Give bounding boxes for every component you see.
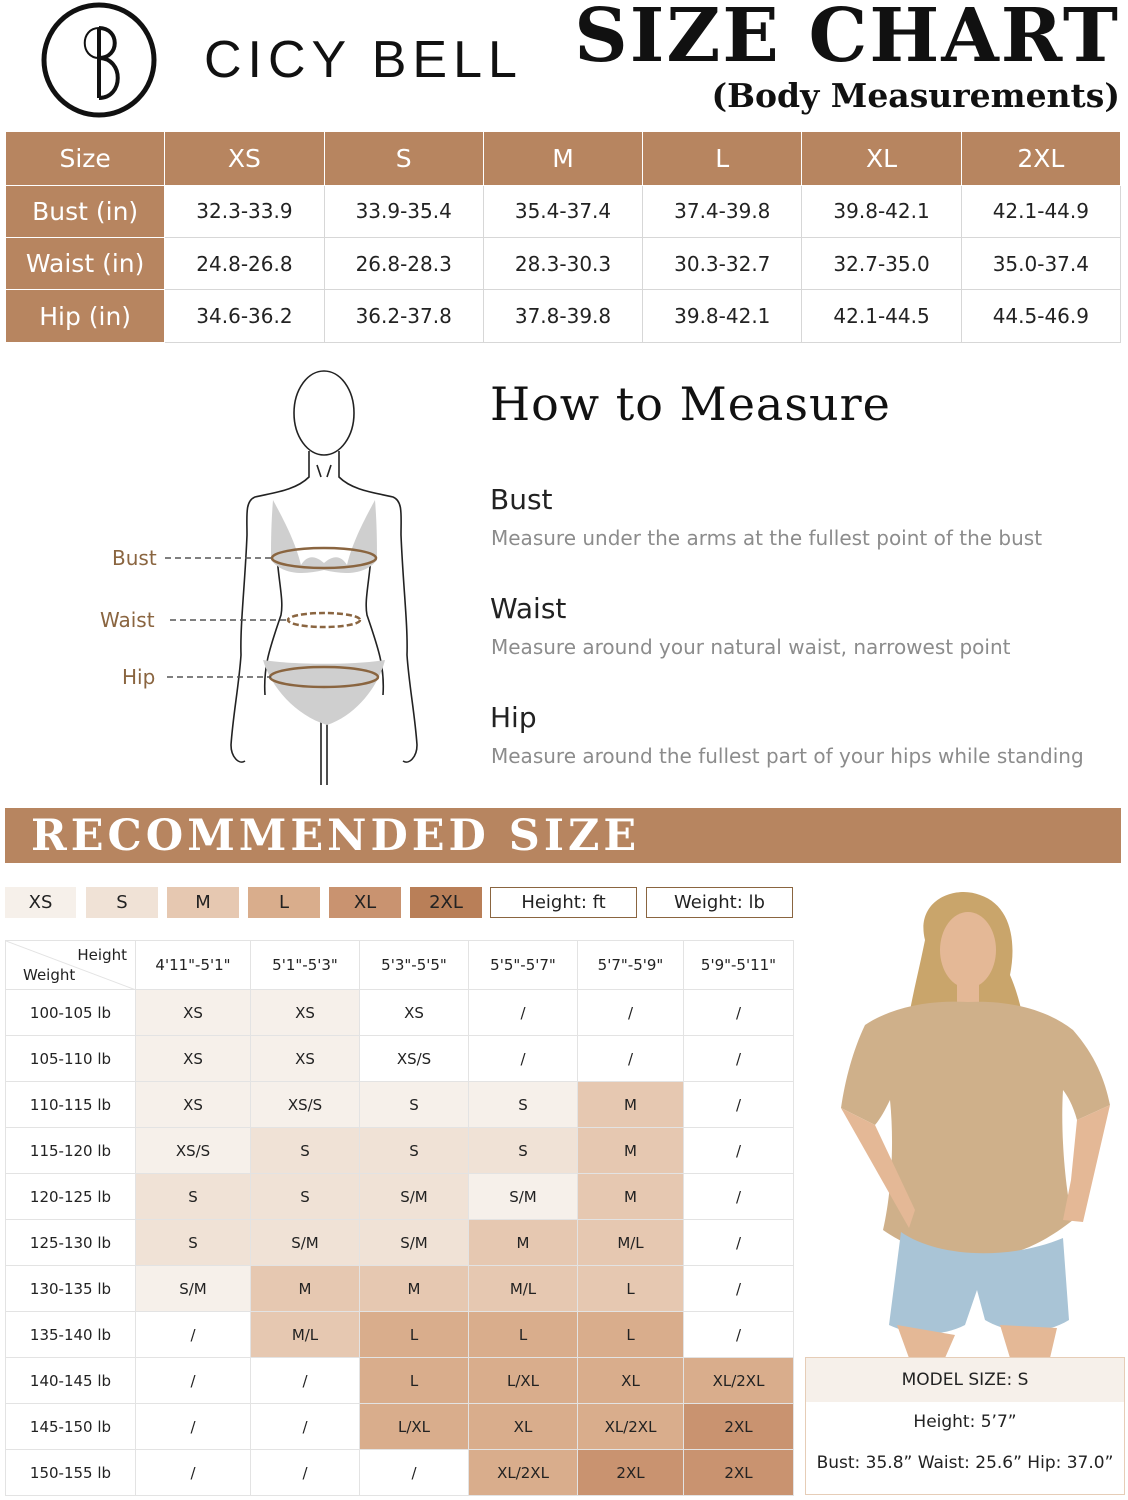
size-cell: XS [251, 990, 360, 1036]
figure-bust-label: Bust [112, 546, 157, 570]
table-cell: 35.4-37.4 [483, 185, 642, 237]
table-cell: 39.8-42.1 [643, 290, 802, 343]
size-cell: M [469, 1220, 578, 1266]
measurement-header-row [6, 132, 1121, 186]
table-row [6, 990, 794, 1036]
table-row [6, 1082, 794, 1128]
size-2xl-header: 2XL [961, 132, 1120, 186]
model-size: MODEL SIZE: S [806, 1358, 1124, 1402]
weight-row-label: 120-125 lb [6, 1174, 136, 1220]
table-cell: 39.8-42.1 [802, 185, 961, 237]
size-cell: L/XL [469, 1358, 578, 1404]
weight-row-label: 135-140 lb [6, 1312, 136, 1358]
table-cell: 32.3-33.9 [165, 185, 324, 237]
weight-row-label: 110-115 lb [6, 1082, 136, 1128]
size-l-header: L [643, 132, 802, 186]
size-cell: / [578, 990, 684, 1036]
recommended-size-title: RECOMMENDED SIZE [31, 811, 641, 861]
weight-row-label: 105-110 lb [6, 1036, 136, 1082]
size-cell: 2XL [684, 1404, 794, 1450]
size-cell: / [251, 1450, 360, 1496]
waist-description: Measure around your natural waist, narrowest point [491, 635, 1011, 659]
size-cell: / [360, 1450, 469, 1496]
size-cell: / [684, 1220, 794, 1266]
size-cell: / [684, 1266, 794, 1312]
table-cell: 42.1-44.5 [802, 290, 961, 343]
hip-heading: Hip [490, 701, 537, 734]
size-cell: 2XL [684, 1450, 794, 1496]
table-row [6, 1174, 794, 1220]
table-row [6, 1220, 794, 1266]
size-cell: / [684, 1082, 794, 1128]
height-col-header: 4'11"-5'1" [136, 941, 251, 990]
size-cell: S/M [469, 1174, 578, 1220]
size-cell: L [360, 1312, 469, 1358]
size-cell: / [684, 1312, 794, 1358]
legend-xs: XS [5, 887, 76, 918]
table-cell: 37.4-39.8 [643, 185, 802, 237]
recommended-size-banner [5, 808, 1121, 863]
table-cell: 34.6-36.2 [165, 290, 324, 343]
size-cell: XL/2XL [578, 1404, 684, 1450]
legend-l: L [248, 887, 320, 918]
waist-row [6, 237, 1121, 289]
page-subtitle: (Body Measurements) [711, 76, 1120, 115]
size-cell: S/M [251, 1220, 360, 1266]
size-cell: XS/S [136, 1128, 251, 1174]
size-cell: / [684, 990, 794, 1036]
table-cell: 28.3-30.3 [483, 237, 642, 289]
recommended-size-grid [5, 940, 794, 1496]
size-cell: / [136, 1312, 251, 1358]
size-cell: L [469, 1312, 578, 1358]
model-photo [805, 880, 1123, 1358]
size-cell: XS/S [251, 1082, 360, 1128]
size-s-header: S [324, 132, 483, 186]
weight-row-label: 130-135 lb [6, 1266, 136, 1312]
size-header: Size [6, 132, 165, 186]
grid-corner-cell [6, 941, 136, 990]
size-cell: XS/S [360, 1036, 469, 1082]
table-cell: 42.1-44.9 [961, 185, 1120, 237]
size-cell: S/M [136, 1266, 251, 1312]
legend-m: M [167, 887, 239, 918]
size-cell: XL [578, 1358, 684, 1404]
table-cell: 33.9-35.4 [324, 185, 483, 237]
size-cell: M [578, 1128, 684, 1174]
page-title: SIZE CHART [574, 0, 1120, 79]
table-cell: 35.0-37.4 [961, 237, 1120, 289]
height-col-header: 5'1"-5'3" [251, 941, 360, 990]
how-to-measure-title: How to Measure [490, 377, 891, 431]
size-cell: S [136, 1174, 251, 1220]
height-col-header: 5'7"-5'9" [578, 941, 684, 990]
model-measurements: Bust: 35.8” Waist: 25.6” Hip: 37.0” [816, 1453, 1114, 1473]
size-cell: XS [360, 990, 469, 1036]
size-cell: M/L [251, 1312, 360, 1358]
weight-row-label: 125-130 lb [6, 1220, 136, 1266]
size-cell: / [684, 1036, 794, 1082]
size-cell: XS [251, 1036, 360, 1082]
size-cell: XS [136, 1082, 251, 1128]
size-cell: L [578, 1266, 684, 1312]
table-row [6, 1036, 794, 1082]
table-cell: 36.2-37.8 [324, 290, 483, 343]
weight-row-label: 150-155 lb [6, 1450, 136, 1496]
cb-monogram-logo [40, 2, 158, 118]
legend-weight-unit: Weight: lb [646, 887, 793, 918]
body-measurement-table [5, 131, 1121, 343]
size-cell: S [360, 1082, 469, 1128]
height-col-header: 5'9"-5'11" [684, 941, 794, 990]
height-col-header: 5'5"-5'7" [469, 941, 578, 990]
size-cell: S [469, 1128, 578, 1174]
size-cell: S [360, 1128, 469, 1174]
size-cell: XL/2XL [469, 1450, 578, 1496]
table-cell: 26.8-28.3 [324, 237, 483, 289]
hip-description: Measure around the fullest part of your hips while standing [491, 744, 1084, 768]
size-cell: / [136, 1450, 251, 1496]
legend-height-unit: Height: ft [490, 887, 637, 918]
hip-row-label: Hip (in) [6, 290, 165, 343]
size-cell: / [469, 990, 578, 1036]
size-cell: S [469, 1082, 578, 1128]
legend-2xl: 2XL [410, 887, 482, 918]
size-cell: M [578, 1082, 684, 1128]
table-cell: 30.3-32.7 [643, 237, 802, 289]
size-cell: / [469, 1036, 578, 1082]
size-cell: / [578, 1036, 684, 1082]
size-cell: L/XL [360, 1404, 469, 1450]
size-cell: M/L [578, 1220, 684, 1266]
height-header-row [6, 941, 794, 990]
size-cell: L [578, 1312, 684, 1358]
size-cell: S/M [360, 1174, 469, 1220]
size-cell: / [136, 1404, 251, 1450]
height-col-header: 5'3"-5'5" [360, 941, 469, 990]
figure-waist-label: Waist [100, 608, 155, 632]
weight-row-label: 145-150 lb [6, 1404, 136, 1450]
size-xs-header: XS [165, 132, 324, 186]
body-figure-illustration [95, 365, 435, 790]
bust-description: Measure under the arms at the fullest point of the bust [491, 526, 1043, 550]
size-cell: S [251, 1128, 360, 1174]
size-xl-header: XL [802, 132, 961, 186]
table-cell: 32.7-35.0 [802, 237, 961, 289]
size-cell: / [684, 1174, 794, 1220]
size-cell: S [136, 1220, 251, 1266]
corner-height-label: Height [77, 946, 127, 964]
bust-heading: Bust [490, 483, 553, 516]
table-cell: 37.8-39.8 [483, 290, 642, 343]
weight-row-label: 100-105 lb [6, 990, 136, 1036]
size-cell: XS [136, 1036, 251, 1082]
size-cell: XL [469, 1404, 578, 1450]
table-row [6, 1266, 794, 1312]
size-cell: M [360, 1266, 469, 1312]
table-row [6, 1404, 794, 1450]
size-cell: XS [136, 990, 251, 1036]
weight-row-label: 140-145 lb [6, 1358, 136, 1404]
model-info-card [805, 1357, 1125, 1495]
corner-weight-label: Weight [23, 966, 76, 984]
size-cell: M/L [469, 1266, 578, 1312]
brand-name: CICY BELL [204, 31, 523, 89]
figure-hip-label: Hip [122, 665, 156, 689]
bust-row-label: Bust (in) [6, 185, 165, 237]
size-cell: S/M [360, 1220, 469, 1266]
waist-heading: Waist [490, 592, 567, 625]
size-cell: 2XL [578, 1450, 684, 1496]
table-cell: 44.5-46.9 [961, 290, 1120, 343]
size-cell: / [684, 1128, 794, 1174]
size-cell: M [251, 1266, 360, 1312]
legend-xl: XL [329, 887, 401, 918]
table-row [6, 1128, 794, 1174]
size-cell: S [251, 1174, 360, 1220]
waist-row-label: Waist (in) [6, 237, 165, 289]
table-row [6, 1312, 794, 1358]
hip-row [6, 290, 1121, 343]
bust-row [6, 185, 1121, 237]
size-m-header: M [483, 132, 642, 186]
weight-row-label: 115-120 lb [6, 1128, 136, 1174]
size-cell: / [251, 1404, 360, 1450]
legend-s: S [86, 887, 158, 918]
size-cell: L [360, 1358, 469, 1404]
size-cell: M [578, 1174, 684, 1220]
table-row [6, 1358, 794, 1404]
size-cell: / [136, 1358, 251, 1404]
size-cell: XL/2XL [684, 1358, 794, 1404]
table-cell: 24.8-26.8 [165, 237, 324, 289]
table-row [6, 1450, 794, 1496]
model-height: Height: 5’7” [913, 1412, 1017, 1432]
size-cell: / [251, 1358, 360, 1404]
